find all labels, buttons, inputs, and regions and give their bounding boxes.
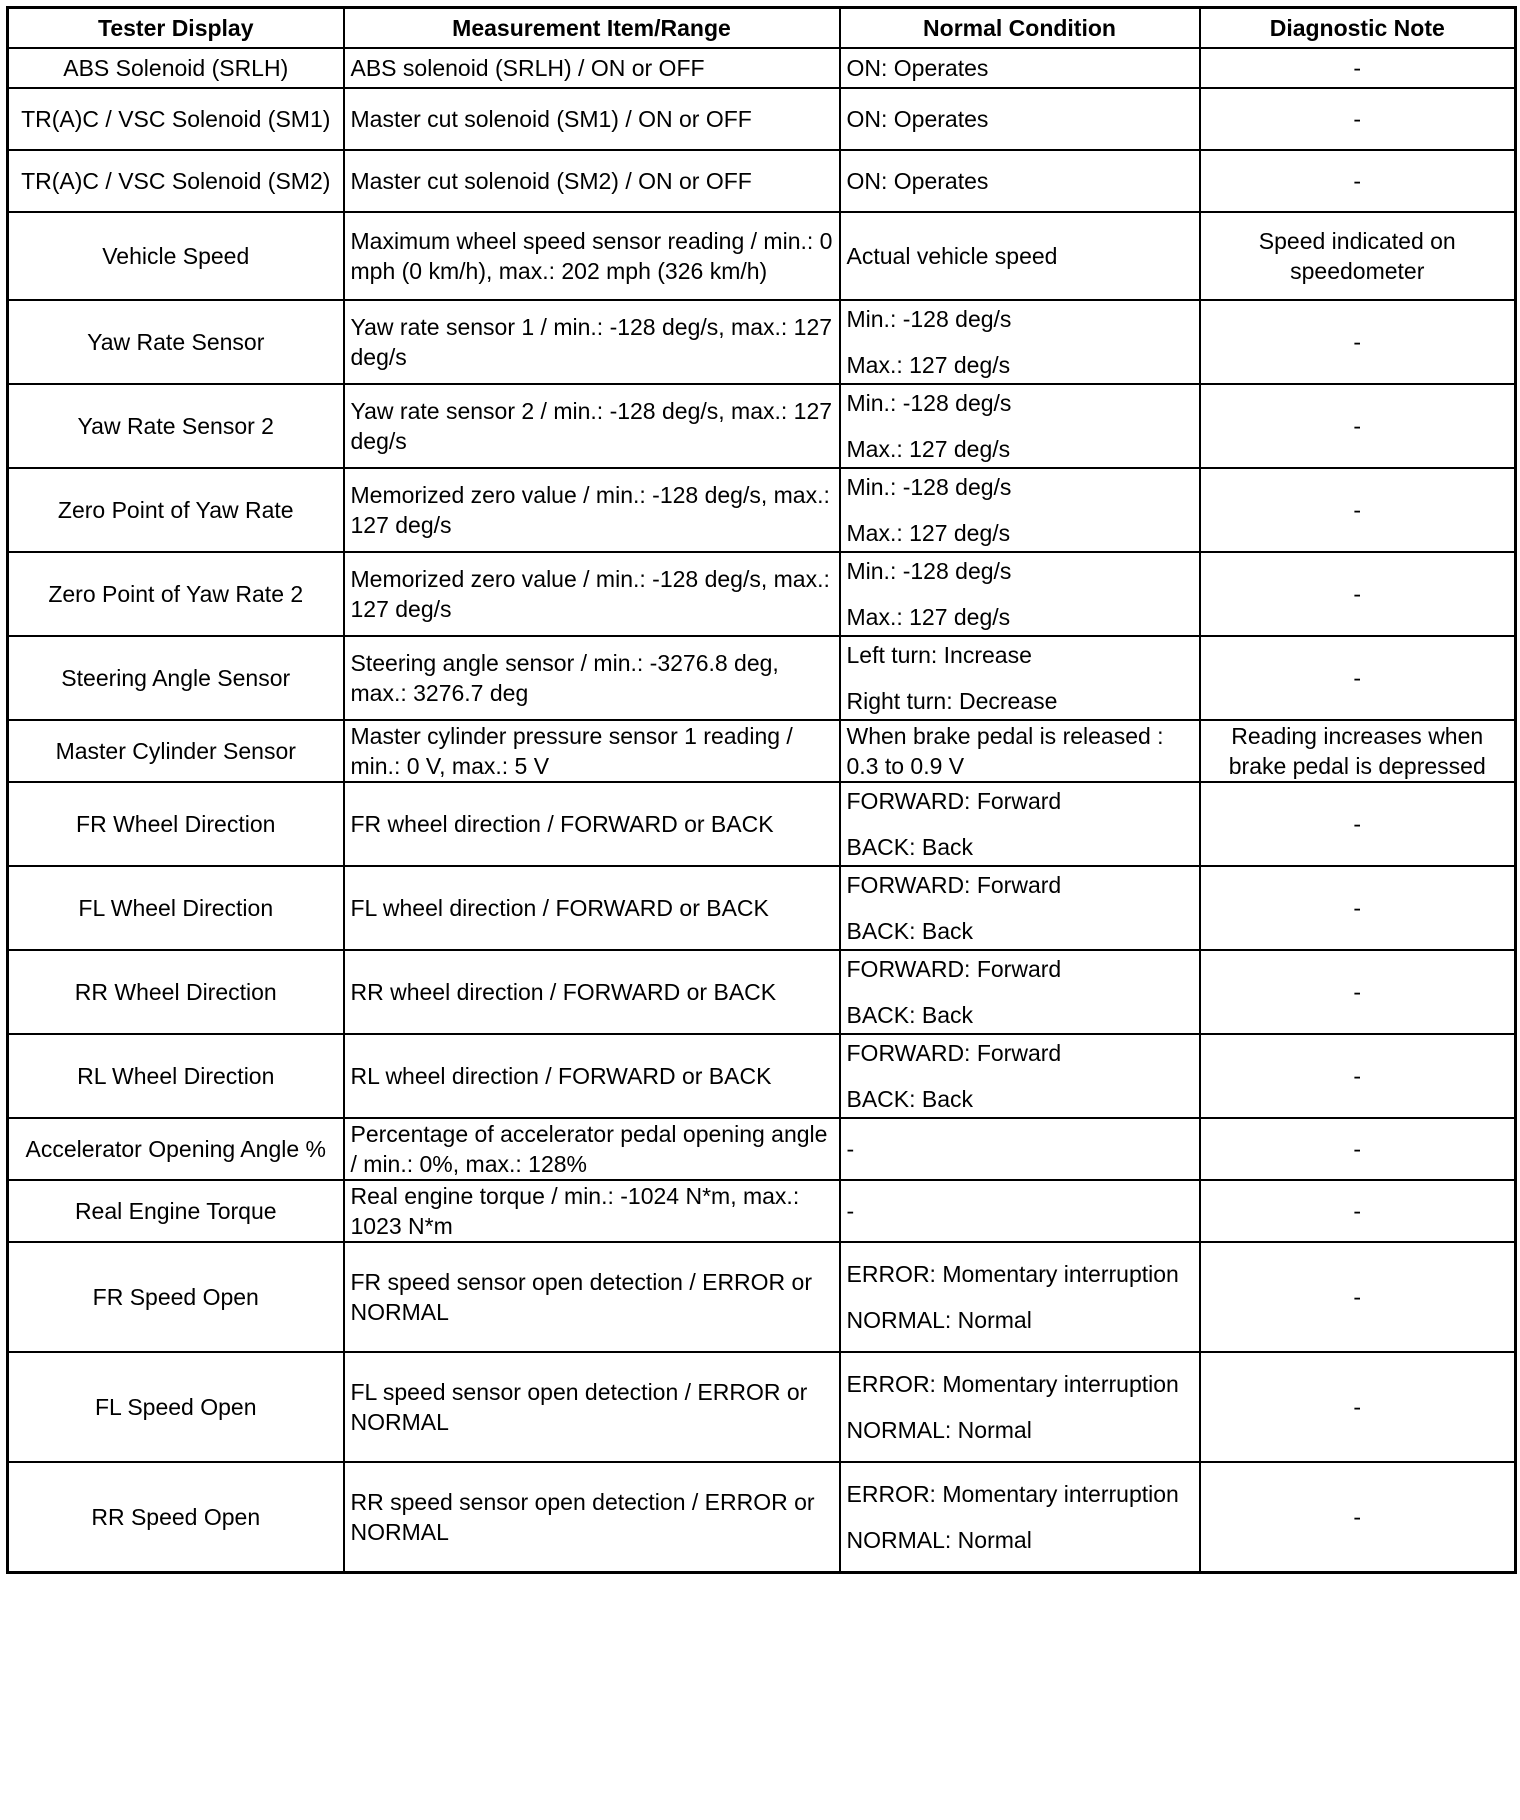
normal-condition-cell: [840, 1352, 1200, 1462]
normal-condition-line: FORWARD: Forward: [846, 788, 1062, 814]
tester-display-cell: Master Cylinder Sensor: [8, 720, 344, 782]
table-row: [8, 1242, 1516, 1352]
normal-condition-cell: [840, 468, 1200, 552]
normal-condition-line: ERROR: Momentary interruption: [846, 1480, 1179, 1507]
diagnostic-note-cell: -: [1200, 468, 1516, 552]
normal-condition-line: NORMAL: Normal: [846, 1526, 1032, 1553]
normal-condition-line: FORWARD: Forward: [846, 956, 1062, 982]
header-tester-display: Tester Display: [8, 8, 344, 49]
normal-condition-cell: [840, 384, 1200, 468]
diagnostic-note-cell: -: [1200, 48, 1516, 88]
table-row: [8, 552, 1516, 636]
table-row: [8, 1118, 1516, 1180]
measurement-item-cell: Steering angle sensor / min.: -3276.8 deg, max.: 3276.7 deg: [344, 636, 840, 720]
measurement-item-cell: Yaw rate sensor 1 / min.: -128 deg/s, max.: 127 deg/s: [344, 300, 840, 384]
measurement-item-cell: Maximum wheel speed sensor reading / min.: 0 mph (0 km/h), max.: 202 mph (326 km/h): [344, 212, 840, 300]
normal-condition-cell: [840, 636, 1200, 720]
tester-display-cell: Steering Angle Sensor: [8, 636, 344, 720]
normal-condition-line: When brake pedal is released : 0.3 to 0.9 V: [846, 723, 1164, 779]
diagnostic-note-cell: -: [1200, 782, 1516, 866]
normal-condition-line: BACK: Back: [846, 1086, 974, 1112]
data-table: [6, 6, 1517, 1574]
normal-condition-cell: [840, 866, 1200, 950]
normal-condition-cell: [840, 1034, 1200, 1118]
normal-condition-line: BACK: Back: [846, 918, 974, 944]
diagnostic-note-cell: Speed indicated on speedometer: [1200, 212, 1516, 300]
tester-display-cell: TR(A)C / VSC Solenoid (SM2): [8, 150, 344, 212]
normal-condition-cell: [840, 720, 1200, 782]
tester-display-cell: Zero Point of Yaw Rate 2: [8, 552, 344, 636]
measurement-item-cell: Real engine torque / min.: -1024 N*m, max.: 1023 N*m: [344, 1180, 840, 1242]
diagnostic-note-cell: Reading increases when brake pedal is depressed: [1200, 720, 1516, 782]
diagnostic-note-cell: -: [1200, 1180, 1516, 1242]
normal-condition-cell: [840, 552, 1200, 636]
tester-display-cell: FR Wheel Direction: [8, 782, 344, 866]
normal-condition-line: BACK: Back: [846, 1002, 974, 1028]
normal-condition-line: Min.: -128 deg/s: [846, 474, 1012, 500]
normal-condition-line: Max.: 127 deg/s: [846, 352, 1011, 378]
measurement-item-cell: RR wheel direction / FORWARD or BACK: [344, 950, 840, 1034]
measurement-item-cell: FL speed sensor open detection / ERROR or NORMAL: [344, 1352, 840, 1462]
diagnostic-note-cell: -: [1200, 552, 1516, 636]
tester-display-cell: RL Wheel Direction: [8, 1034, 344, 1118]
normal-condition-line: Min.: -128 deg/s: [846, 558, 1012, 584]
measurement-item-cell: FR speed sensor open detection / ERROR or NORMAL: [344, 1242, 840, 1352]
normal-condition-line: -: [846, 1136, 855, 1162]
diagnostic-note-cell: -: [1200, 1118, 1516, 1180]
normal-condition-line: Max.: 127 deg/s: [846, 520, 1011, 546]
normal-condition-line: ERROR: Momentary interruption: [846, 1371, 1179, 1397]
tester-display-cell: Yaw Rate Sensor 2: [8, 384, 344, 468]
normal-condition-line: Left turn: Increase: [846, 642, 1032, 668]
table-row: [8, 1462, 1516, 1572]
normal-condition-line: Max.: 127 deg/s: [846, 436, 1011, 462]
measurement-item-cell: Percentage of accelerator pedal opening angle / min.: 0%, max.: 128%: [344, 1118, 840, 1180]
normal-condition-cell: [840, 300, 1200, 384]
table-body: [8, 48, 1516, 1572]
diagnostic-note-cell: -: [1200, 866, 1516, 950]
table-row: [8, 1034, 1516, 1118]
table-row: [8, 636, 1516, 720]
normal-condition-line: ERROR: Momentary interruption: [846, 1261, 1179, 1287]
tester-display-cell: ABS Solenoid (SRLH): [8, 48, 344, 88]
table-row: [8, 212, 1516, 300]
table-row: [8, 150, 1516, 212]
tester-display-cell: Accelerator Opening Angle %: [8, 1118, 344, 1180]
tester-display-cell: RR Wheel Direction: [8, 950, 344, 1034]
tester-display-cell: Vehicle Speed: [8, 212, 344, 300]
tester-display-cell: RR Speed Open: [8, 1462, 344, 1572]
diagnostic-note-cell: -: [1200, 1352, 1516, 1462]
diagnostic-note-cell: -: [1200, 1462, 1516, 1572]
normal-condition-cell: [840, 1462, 1200, 1572]
measurement-item-cell: ABS solenoid (SRLH) / ON or OFF: [344, 48, 840, 88]
diagnostic-note-cell: -: [1200, 950, 1516, 1034]
diagnostic-note-cell: -: [1200, 150, 1516, 212]
diagnostic-note-cell: -: [1200, 384, 1516, 468]
normal-condition-line: Min.: -128 deg/s: [846, 306, 1012, 332]
normal-condition-line: Min.: -128 deg/s: [846, 390, 1012, 416]
normal-condition-line: FORWARD: Forward: [846, 872, 1062, 898]
normal-condition-cell: [840, 212, 1200, 300]
normal-condition-cell: [840, 782, 1200, 866]
header-diagnostic-note: Diagnostic Note: [1200, 8, 1516, 49]
diagnostic-note-cell: -: [1200, 88, 1516, 150]
table-row: [8, 1352, 1516, 1462]
header-row: [8, 8, 1516, 49]
normal-condition-cell: [840, 88, 1200, 150]
tester-display-cell: TR(A)C / VSC Solenoid (SM1): [8, 88, 344, 150]
normal-condition-line: -: [846, 1198, 855, 1224]
normal-condition-line: NORMAL: Normal: [846, 1417, 1032, 1443]
table-row: [8, 1180, 1516, 1242]
tester-display-cell: Real Engine Torque: [8, 1180, 344, 1242]
normal-condition-cell: [840, 1118, 1200, 1180]
measurement-item-cell: RL wheel direction / FORWARD or BACK: [344, 1034, 840, 1118]
table-row: [8, 782, 1516, 866]
header-measurement-item: Measurement Item/Range: [344, 8, 840, 49]
tester-display-cell: FR Speed Open: [8, 1242, 344, 1352]
measurement-item-cell: Memorized zero value / min.: -128 deg/s, max.: 127 deg/s: [344, 552, 840, 636]
normal-condition-cell: [840, 150, 1200, 212]
normal-condition-line: ON: Operates: [846, 55, 989, 81]
table-row: [8, 866, 1516, 950]
header-normal-condition: Normal Condition: [840, 8, 1200, 49]
table-row: [8, 48, 1516, 88]
normal-condition-line: NORMAL: Normal: [846, 1307, 1032, 1333]
normal-condition-cell: [840, 1242, 1200, 1352]
diagnostic-note-cell: -: [1200, 300, 1516, 384]
normal-condition-line: ON: Operates: [846, 168, 989, 194]
tester-display-cell: FL Speed Open: [8, 1352, 344, 1462]
table-row: [8, 468, 1516, 552]
table-row: [8, 720, 1516, 782]
tester-display-cell: Zero Point of Yaw Rate: [8, 468, 344, 552]
normal-condition-line: BACK: Back: [846, 834, 974, 860]
measurement-item-cell: RR speed sensor open detection / ERROR or NORMAL: [344, 1462, 840, 1572]
measurement-item-cell: Memorized zero value / min.: -128 deg/s, max.: 127 deg/s: [344, 468, 840, 552]
normal-condition-cell: [840, 48, 1200, 88]
normal-condition-line: Max.: 127 deg/s: [846, 604, 1011, 630]
normal-condition-cell: [840, 1180, 1200, 1242]
measurement-item-cell: FL wheel direction / FORWARD or BACK: [344, 866, 840, 950]
table-row: [8, 300, 1516, 384]
normal-condition-cell: [840, 950, 1200, 1034]
table-row: [8, 88, 1516, 150]
normal-condition-line: ON: Operates: [846, 106, 989, 132]
measurement-item-cell: Yaw rate sensor 2 / min.: -128 deg/s, max.: 127 deg/s: [344, 384, 840, 468]
measurement-item-cell: Master cut solenoid (SM2) / ON or OFF: [344, 150, 840, 212]
diagnostic-note-cell: -: [1200, 1242, 1516, 1352]
measurement-item-cell: Master cut solenoid (SM1) / ON or OFF: [344, 88, 840, 150]
normal-condition-line: FORWARD: Forward: [846, 1040, 1062, 1066]
tester-display-cell: FL Wheel Direction: [8, 866, 344, 950]
diagnostic-note-cell: -: [1200, 1034, 1516, 1118]
measurement-item-cell: Master cylinder pressure sensor 1 reading / min.: 0 V, max.: 5 V: [344, 720, 840, 782]
table-row: [8, 384, 1516, 468]
table-row: [8, 950, 1516, 1034]
normal-condition-line: Right turn: Decrease: [846, 688, 1058, 714]
diagnostic-note-cell: -: [1200, 636, 1516, 720]
measurement-item-cell: FR wheel direction / FORWARD or BACK: [344, 782, 840, 866]
normal-condition-line: Actual vehicle speed: [846, 243, 1058, 269]
tester-display-cell: Yaw Rate Sensor: [8, 300, 344, 384]
